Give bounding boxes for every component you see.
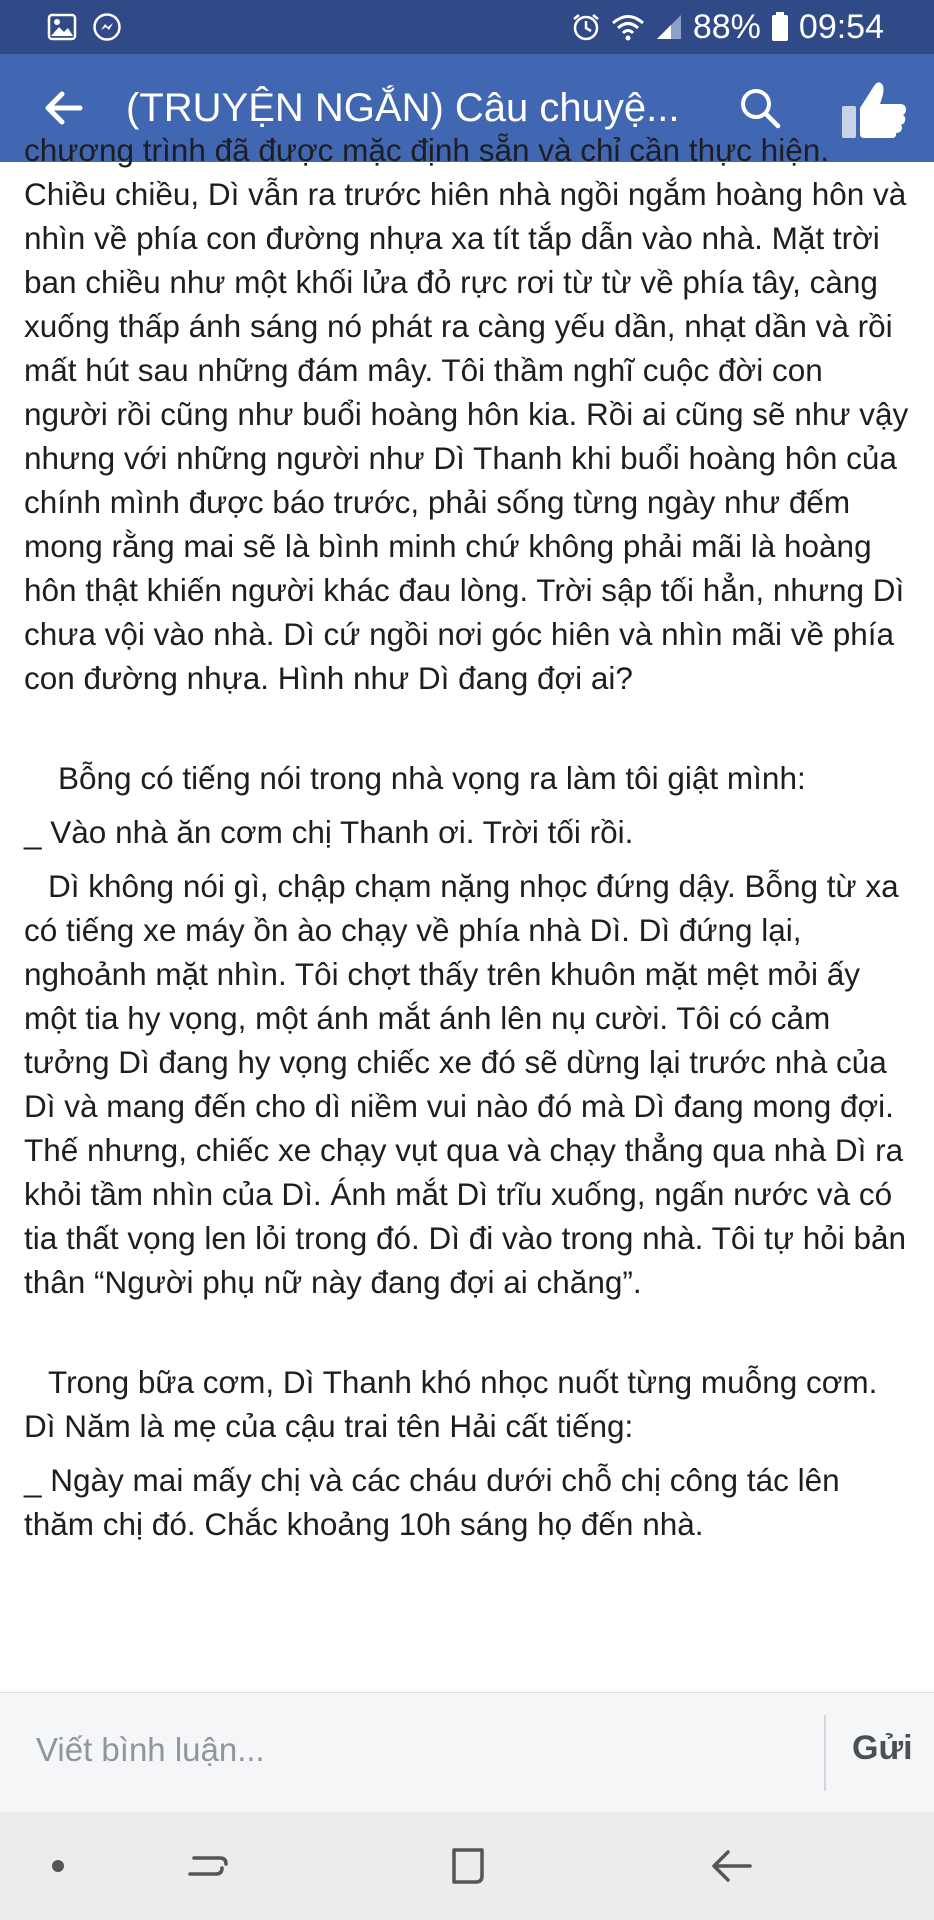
signal-icon: [655, 13, 683, 41]
article-paragraph: _ Ngày mai mấy chị và các cháu dưới chỗ chị công tác lên thăm chị đó. Chắc khoảng 10h sáng họ đến nhà.: [24, 1462, 840, 1542]
divider: [824, 1715, 826, 1791]
page-title: (TRUYỆN NGẮN) Câu chuyệ...: [126, 86, 680, 130]
battery-percent: 88%: [692, 7, 761, 46]
search-icon[interactable]: [736, 84, 784, 132]
article-paragraph: _ Vào nhà ăn cơm chị Thanh ơi. Trời tối rồi.: [24, 814, 634, 850]
back-nav-icon[interactable]: [706, 1840, 762, 1892]
alarm-icon: [571, 12, 601, 42]
article-body: [24, 128, 914, 1546]
article-paragraph: Trong bữa cơm, Dì Thanh khó nhọc nuốt từng muỗng cơm. Dì Năm là mẹ của cậu trai tên Hải cất tiếng:: [24, 1364, 878, 1444]
article-paragraph: chương trình đã được mặc định sẵn và chỉ cần thực hiện. Chiều chiều, Dì vẫn ra trước hiên nhà ngồi ngắm hoàng hôn và nhìn về phía con đường nhựa xa tít tắp dẫn vào nhà. Mặt trời ban chiều như một khối lửa đỏ rực rơi từ từ về phía tây, càng xuống thấp ánh sáng nó phát ra càng yếu dần, nhạt dần và rồi mất hút sau những đám mây. Tôi thầm nghĩ cuộc đời con người rồi cũng như buổi hoàng hôn kia. Rồi ai cũng sẽ như vậy nhưng với những người như Dì Thanh khi buổi hoàng hôn của chính mình được báo trước, phải sống từng ngày như đếm mong rằng mai sẽ là bình minh chứ không phải mãi là hoàng hôn thật khiến người khác đau lòng. Trời sập tối hẳn, nhưng Dì chưa vội vào nhà. Dì cứ ngồi nơi góc hiên và nhìn mãi về phía con đường nhựa. Hình như Dì đang đợi ai?: [24, 132, 909, 696]
article-paragraph: Dì không nói gì, chập chạm nặng nhọc đứng dậy. Bỗng từ xa có tiếng xe máy ồn ào chạy về phía nhà Dì. Dì đứng lại, nghoảnh mặt nhìn. Tôi chợt thấy trên khuôn mặt mệt mỏi ấy một tia hy vọng, một ánh mắt ánh lên nụ cười. Tôi có cảm tưởng Dì đang hy vọng chiếc xe đó sẽ dừng lại trước nhà của Dì và mang đến cho dì niềm vui nào đó mà Dì đang mong đợi. Thế nhưng, chiếc xe chạy vụt qua và chạy thẳng qua nhà Dì ra khỏi tầm nhìn của Dì. Ánh mắt Dì trĩu xuống, ngấn nước và có tia thất vọng len lỏi trong đó. Dì đi vào trong nhà. Tôi tự hỏi bản thân “Người phụ nữ này đang đợi ai chăng”.: [24, 868, 907, 1300]
home-dot-icon[interactable]: [52, 1860, 64, 1872]
clock: 09:54: [798, 7, 884, 46]
wifi-icon: [611, 13, 645, 41]
post-content: [0, 132, 934, 1692]
article-paragraph: Bỗng có tiếng nói trong nhà vọng ra làm tôi giật mình:: [58, 760, 806, 796]
battery-icon: [771, 12, 789, 42]
comment-bar: [0, 1692, 934, 1813]
system-nav-bar: [0, 1812, 934, 1920]
messenger-icon: [92, 12, 122, 42]
comment-input[interactable]: Viết bình luận...: [36, 1731, 265, 1768]
home-square-icon[interactable]: [440, 1840, 496, 1892]
status-bar: [0, 0, 934, 54]
recent-apps-icon[interactable]: [180, 1840, 236, 1892]
back-arrow-icon[interactable]: [40, 84, 88, 132]
send-button[interactable]: Gửi: [852, 1729, 913, 1767]
gallery-icon: [48, 14, 76, 40]
